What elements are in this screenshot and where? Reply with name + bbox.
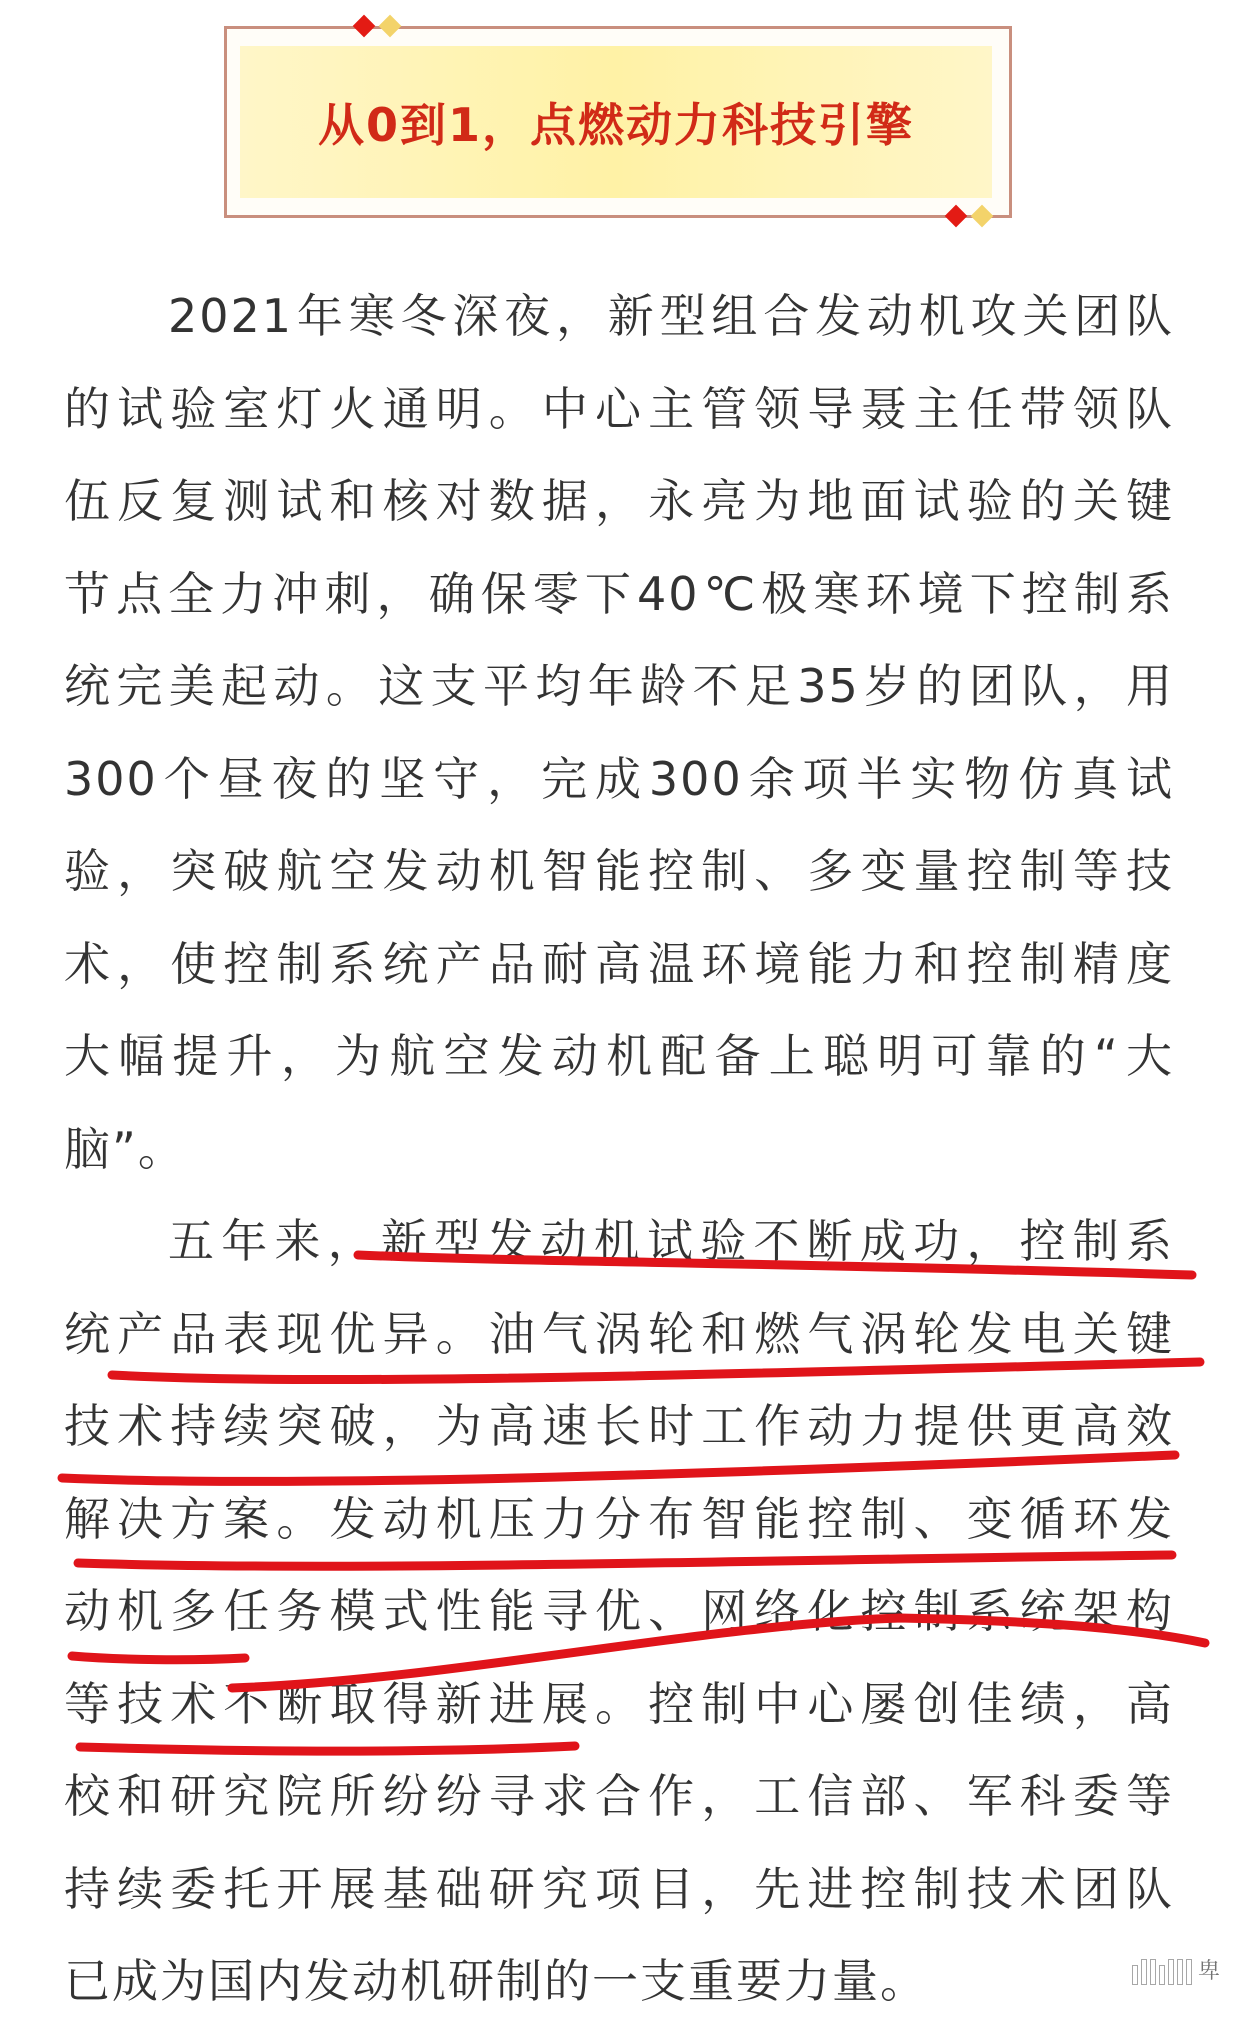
paragraph-line: 解决方案。发动机压力分布智能控制、变循环发 xyxy=(64,1491,1174,1546)
paragraph-line: 动机多任务模式性能寻优、网络化控制系统架构 xyxy=(64,1584,1174,1638)
article-body xyxy=(64,270,1174,2028)
paragraph-line: 节点全力冲刺，确保零下40℃极寒环境下控制系 xyxy=(64,566,1174,621)
paragraph-1 xyxy=(64,270,1174,1195)
paragraph-line: 五年来，新型发动机试验不断成功，控制系 xyxy=(168,1214,1174,1268)
paragraph-line: 2021年寒冬深夜，新型组合发动机攻关团队 xyxy=(168,289,1174,343)
paragraph-line: 脑”。 xyxy=(64,1121,186,1176)
paragraph-line: 统产品表现优异。油气涡轮和燃气涡轮发电关键 xyxy=(64,1306,1174,1361)
paragraph-line: 校和研究院所纷纷寻求合作，工信部、军科委等 xyxy=(64,1769,1174,1823)
watermark-text: 卑 xyxy=(1196,1954,1222,1985)
paragraph-line: 300个昼夜的坚守，完成300余项半实物仿真试 xyxy=(64,751,1174,806)
watermark xyxy=(1132,1954,1222,1985)
paragraph-line: 验，突破航空发动机智能控制、多变量控制等技 xyxy=(64,844,1174,898)
watermark-bars-icon xyxy=(1132,1959,1192,1985)
paragraph-line: 已成为国内发动机研制的一支重要力量。 xyxy=(64,1954,928,2008)
paragraph-line: 伍反复测试和核对数据，永亮为地面试验的关键 xyxy=(64,474,1174,528)
paragraph-line: 统完美起动。这支平均年龄不足35岁的团队，用 xyxy=(64,659,1174,713)
paragraph-line: 术，使控制系统产品耐高温环境能力和控制精度 xyxy=(64,936,1174,991)
paragraph-2 xyxy=(64,1195,1174,2028)
paragraph-line: 技术持续突破，为高速长时工作动力提供更高效 xyxy=(64,1399,1174,1453)
banner xyxy=(240,46,992,198)
paragraph-line: 持续委托开展基础研究项目，先进控制技术团队 xyxy=(64,1861,1174,1916)
paragraph-line: 大幅提升，为航空发动机配备上聪明可靠的“大 xyxy=(64,1029,1174,1083)
paragraph-line: 等技术不断取得新进展。控制中心屡创佳绩，高 xyxy=(64,1676,1174,1731)
paragraph-line: 的试验室灯火通明。中心主管领导聂主任带领队 xyxy=(64,381,1174,436)
banner-title: 从0到1，点燃动力科技引擎 xyxy=(317,98,914,152)
